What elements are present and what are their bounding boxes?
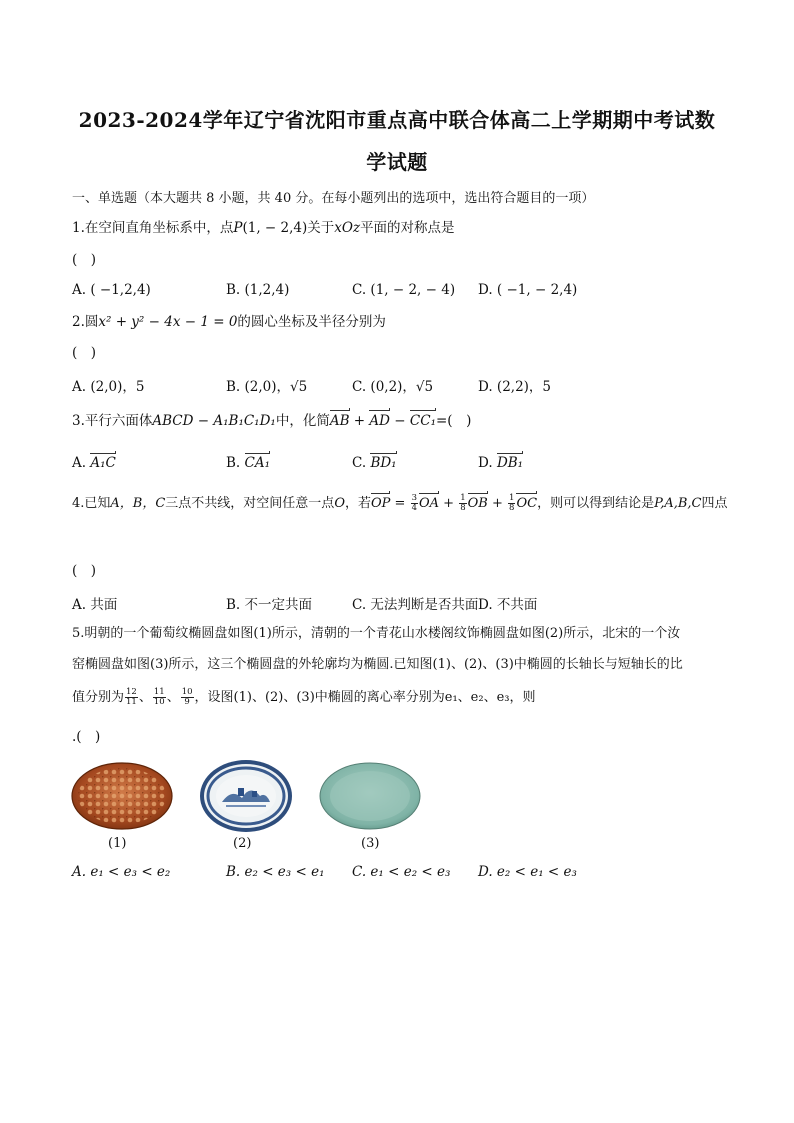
q2-option-c[interactable]: C. (0,2)，√5 xyxy=(352,379,434,395)
question-5-paren: .( ) xyxy=(72,729,101,745)
q2-option-b[interactable]: B. (2,0)，√5 xyxy=(226,379,308,395)
question-4-paren: ( ) xyxy=(72,563,97,579)
q5-option-d[interactable]: D. e₂ < e₁ < e₃ xyxy=(478,864,577,880)
question-4-options xyxy=(72,593,722,611)
q1-option-b[interactable]: B. (1,2,4) xyxy=(226,282,290,298)
figure-caption-3: (3) xyxy=(361,836,380,851)
q4-option-b[interactable]: B. 不一定共面 xyxy=(226,597,313,613)
question-5-line-3: 值分别为 $\frac{12}{11}$ 、 $\frac{11}{10}$ 、 $\frac{10}{9}$ ，设图(1)、(2)、(3)中椭圆的离心率分别为e₁、e₂、e₃，则 xyxy=(72,687,536,707)
ru-ware-celadon-plate-image xyxy=(318,760,422,832)
q1-option-c[interactable]: C. (1, − 2, − 4) xyxy=(352,282,456,298)
question-2-stem: 2.圆x² + y² − 4x − 1 = 0的圆心坐标及半径分别为 xyxy=(72,314,386,330)
question-2-paren: ( ) xyxy=(72,345,97,361)
q3-option-a[interactable]: A. A₁C xyxy=(72,455,116,471)
question-3-stem: 3.平行六面体ABCD − A₁B₁C₁D₁中，化简AB + AD − CC₁=( ) xyxy=(72,413,472,429)
q4-option-a[interactable]: A. 共面 xyxy=(72,597,118,613)
page-title-line-1: 2023-2024学年辽宁省沈阳市重点高中联合体高二上学期期中考试数 xyxy=(78,108,716,132)
q1-option-d[interactable]: D. ( −1, − 2,4) xyxy=(478,282,578,298)
question-5-line-2: 窑椭圆盘如图(3)所示，这三个椭圆盘的外轮廓均为椭圆.已知图(1)、(2)、(3)中椭圆的长轴长与短轴长的比 xyxy=(72,657,683,672)
q3-option-b[interactable]: B. CA₁ xyxy=(226,455,271,471)
question-1-options xyxy=(72,282,722,300)
question-5-options xyxy=(72,864,722,882)
blue-white-landscape-plate-image xyxy=(198,758,294,834)
grape-pattern-plate-image xyxy=(70,760,174,832)
q5-option-b[interactable]: B. e₂ < e₃ < e₁ xyxy=(226,864,325,880)
question-1-paren: ( ) xyxy=(72,252,97,268)
question-3-options xyxy=(72,455,722,473)
vector-ad: AD xyxy=(369,413,390,429)
page-title-line-2: 学试题 xyxy=(366,150,428,174)
q4-option-c[interactable]: C. 无法判断是否共面 xyxy=(352,597,479,613)
q2-option-a[interactable]: A. (2,0)，5 xyxy=(72,379,145,395)
section-heading: 一、单选题（本大题共 8 小题，共 40 分。在每小题列出的选项中，选出符合题目的一项） xyxy=(72,191,595,206)
vector-ab: AB xyxy=(329,413,350,429)
question-5-line-1: 5.明朝的一个葡萄纹椭圆盘如图(1)所示，清朝的一个青花山水楼阁纹饰椭圆盘如图(2)所示，北宋的一个汝 xyxy=(72,626,681,641)
q3-option-d[interactable]: D. DB₁ xyxy=(478,455,524,471)
q5-option-a[interactable]: A. e₁ < e₃ < e₂ xyxy=(72,864,171,880)
q1-option-a[interactable]: A. ( −1,2,4) xyxy=(72,282,151,298)
q2-option-d[interactable]: D. (2,2)，5 xyxy=(478,379,552,395)
question-1-stem: 1.在空间直角坐标系中，点P(1, − 2,4)关于xOz平面的对称点是 xyxy=(72,220,455,236)
question-2-options xyxy=(72,375,722,393)
figure-caption-2: (2) xyxy=(233,836,252,851)
vector-cc1: CC₁ xyxy=(409,413,436,429)
figure-caption-1: (1) xyxy=(108,836,127,851)
q3-option-c[interactable]: C. BD₁ xyxy=(352,455,397,471)
q4-option-d[interactable]: D. 不共面 xyxy=(478,597,538,613)
q5-option-c[interactable]: C. e₁ < e₂ < e₃ xyxy=(352,864,451,880)
question-4-stem: 4.已知A，B，C三点不共线，对空间任意一点O，若OP = $\frac{3}{4}$ OA + $\frac{1}{8}$ OB + $\frac{1}{8}$ OC，则可以得到结论是P,A,B,C四点 xyxy=(72,493,728,513)
